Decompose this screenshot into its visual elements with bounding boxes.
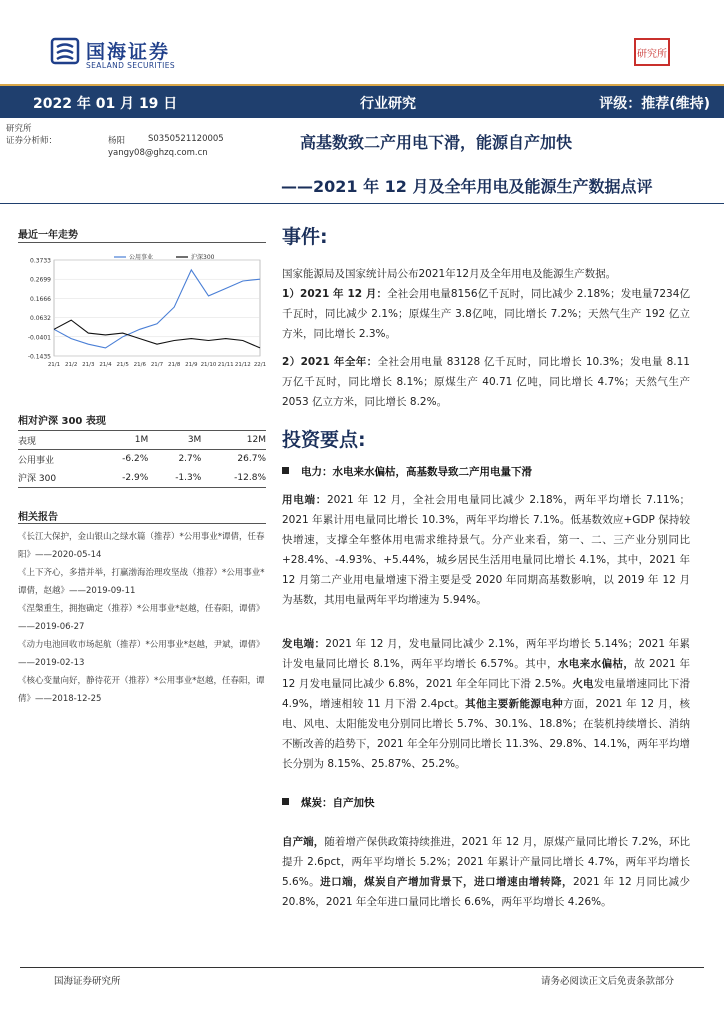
gen-bold-3: 其他主要新能源电种 xyxy=(465,698,563,710)
trend-chart xyxy=(18,252,268,372)
y-tick-label: -0.0401 xyxy=(27,334,51,342)
related-report-item[interactable]: 《核心变量向好，静待花开（推荐）*公用事业*赵越，任春阳，谭倩》——2018-12-25 xyxy=(18,676,265,704)
coal-bold: 进口端，煤炭自产增加背景下，进口增速由增转降， xyxy=(320,876,573,888)
footer-disclaimer: 请务必阅读正文后免责条款部分 xyxy=(540,976,674,987)
research-seal-icon xyxy=(632,36,672,68)
event-point-2-label: 2）2021 年全年： xyxy=(282,356,378,368)
coal-text-2: 2021 年 12 月同比减少 20.8%，2021 年全年进口量同比增长 6.6%，两年平均增长 4.26%。 xyxy=(282,876,690,908)
footer-institute: 国海证券研究所 xyxy=(54,976,121,987)
event-point-2 xyxy=(282,352,690,412)
perf-header: 1M xyxy=(95,431,148,450)
perf-row-name: 公用事业 xyxy=(18,455,55,466)
logo-name-en: SEALAND SECURITIES xyxy=(86,61,176,70)
bullet-square-icon xyxy=(282,467,289,474)
legend-label: 公用事业 xyxy=(129,254,154,261)
bullet-power-text: 电力：水电来水偏枯，高基数导致二产用电量下滑 xyxy=(301,466,532,478)
x-tick-label: 21/5 xyxy=(116,362,129,368)
perf-cell: 2.7% xyxy=(178,454,202,465)
related-report-item[interactable]: 《涅槃重生，拥抱确定（推荐）*公用事业*赵越，任春阳，谭倩》——2019-06-27 xyxy=(18,604,265,632)
y-tick-label: 0.0632 xyxy=(30,315,51,323)
x-tick-label: 21/8 xyxy=(167,362,181,368)
gen-text-2: 故 2021 年 12 月发电量同比减少 6.8%，2021 年全年同比下滑 2.5%。 xyxy=(282,658,691,690)
title-divider xyxy=(0,203,724,204)
y-tick-label: 0.2699 xyxy=(30,276,51,284)
bullet-coal-text: 煤炭：自产加快 xyxy=(301,797,375,809)
perf-header: 3M xyxy=(148,431,201,450)
perf-cell: -1.3% xyxy=(148,469,201,488)
bullet-coal xyxy=(282,795,375,810)
gen-label: 发电端： xyxy=(282,638,326,650)
analyst-email[interactable]: yangy08@ghzq.com.cn xyxy=(108,148,208,158)
report-rating: 评级：推荐(维持) xyxy=(599,96,710,112)
perf-cell: -2.9% xyxy=(95,469,148,488)
y-tick-label: 0.1666 xyxy=(30,295,51,303)
event-point-1-label: 1）2021 年 12 月： xyxy=(282,288,388,300)
seal-text: 研究所 xyxy=(637,49,667,60)
reports-section-title: 相关报告 xyxy=(18,512,58,523)
gen-text-4: 方面，2021 年 12 月，核电、风电、太阳能发电分别同比增长 5.7%、30.1%、18.8%；在装机持续增长、消纳不断改善的趋势下，2021 年全年分别同比增长 11.3%、29.8%、14.1%，两年平均增长分别为 8.15%、25.87%、25.2%。 xyxy=(282,698,690,770)
x-tick-label: 21/1 xyxy=(47,362,61,368)
coal-text-1: 随着增产保供政策持续推进，2021 年 12 月，原煤产量同比增长 7.2%，环比提升 2.6pct，两年平均增长 5.2%；2021 年累计产量同比增长 4.7%，两年平均增长 5.6%。 xyxy=(282,836,691,888)
event-point-1-text: 全社会用电量8156亿千瓦时，同比减少 2.18%；发电量7234亿千瓦时，同比减少 2.1%；原煤生产 3.8亿吨，同比增长 7.2%；天然气生产 192 亿立方米，同比增长 2.3%。 xyxy=(282,288,690,340)
report-category: 行业研究 xyxy=(360,96,416,112)
analyst-role: 证券分析师： xyxy=(6,136,58,146)
x-tick-label: 21/4 xyxy=(99,362,112,368)
perf-header: 12M xyxy=(201,431,266,450)
logo-name-cn: 国海证券 xyxy=(86,41,171,63)
analyst-cert: S0350521120005 xyxy=(148,134,224,144)
department: 研究所 xyxy=(6,124,32,134)
coal-label: 自产端， xyxy=(282,836,325,848)
y-tick-label: 0.3733 xyxy=(30,257,51,265)
header-band xyxy=(0,84,724,118)
reports-section-rule xyxy=(18,523,266,524)
event-point-1 xyxy=(282,284,690,344)
perf-cell: -6.2% xyxy=(122,454,149,465)
related-report-item[interactable]: 《动力电池回收市场起航（推荐）*公用事业*赵越，尹斌，谭倩》——2019-02-13 xyxy=(18,640,265,668)
x-tick-label: 21/3 xyxy=(82,362,95,368)
sealand-logo-icon xyxy=(50,36,80,66)
perf-row-name: 沪深 300 xyxy=(18,469,95,488)
footer-rule xyxy=(20,967,704,968)
series-line-utilities xyxy=(54,270,260,348)
bullet-square-icon xyxy=(282,798,289,805)
analyst-name: 杨阳 xyxy=(108,136,126,146)
x-tick-label: 21/12 xyxy=(234,362,251,368)
related-report-item[interactable]: 《上下齐心，多措并举，打赢渤海治理攻坚战（推荐）*公用事业*谭倩，赵越》——2019-09-11 xyxy=(18,568,265,596)
use-label: 用电端： xyxy=(282,494,327,506)
x-tick-label: 21/10 xyxy=(200,362,217,368)
perf-row xyxy=(18,450,266,469)
analyst-info xyxy=(6,122,270,160)
x-tick-label: 22/1 xyxy=(253,362,267,368)
x-tick-label: 21/2 xyxy=(64,362,78,368)
gen-text-1: 2021 年 12 月，发电量同比减少 2.1%，两年平均增长 5.14%；2021 年累计发电量同比增长 8.1%，两年平均增长 6.57%。其中， xyxy=(282,638,690,670)
legend-label: 沪深300 xyxy=(191,254,215,261)
related-report-item[interactable]: 《长江大保护，金山银山之绿水篇（推荐）*公用事业*谭倩，任春阳》——2020-05-14 xyxy=(18,532,265,560)
perf-table xyxy=(18,430,266,488)
perf-cell: 26.7% xyxy=(237,454,266,465)
gen-bold-2: 火电 xyxy=(572,678,594,690)
event-body xyxy=(282,264,690,412)
report-date: 2022 年 01 月 19 日 xyxy=(33,96,178,112)
perf-cell: -12.8% xyxy=(201,469,266,488)
x-tick-label: 21/7 xyxy=(150,362,164,368)
y-tick-label: -0.1435 xyxy=(27,353,51,361)
bullet-power xyxy=(282,464,532,479)
plot-frame xyxy=(54,260,260,356)
report-title: 高基数致二产用电下滑，能源自产加快 xyxy=(300,133,573,152)
chart-section-title: 最近一年走势 xyxy=(18,230,78,241)
perf-header-row xyxy=(18,431,266,450)
perf-header: 表现 xyxy=(18,431,95,450)
power-use-paragraph xyxy=(282,490,690,610)
x-tick-label: 21/6 xyxy=(133,362,147,368)
coal-paragraph xyxy=(282,832,690,912)
perf-row xyxy=(18,469,266,488)
x-tick-label: 21/11 xyxy=(217,362,234,368)
invest-heading: 投资要点: xyxy=(282,429,366,451)
chart-section-rule xyxy=(18,242,266,243)
event-point-2-text: 全社会用电量 83128 亿千瓦时，同比增长 10.3%；发电量 8.11 万亿千瓦时，同比增长 8.1%；原煤生产 40.71 亿吨，同比增长 4.7%；天然气生产 2053 亿立方米，同比增长 8.2%。 xyxy=(282,356,690,408)
event-heading: 事件: xyxy=(282,226,328,248)
gen-bold-1: 水电来水偏枯， xyxy=(557,658,635,670)
perf-section-title: 相对沪深 300 表现 xyxy=(18,416,106,427)
related-reports-list xyxy=(18,528,266,708)
use-text: 2021 年 12 月，全社会用电量同比减少 2.18%，两年平均增长 7.11%；2021 年累计用电量同比增长 10.3%，两年平均增长 7.1%。低基数效应+GDP 保持较快增速，支撑全年整体用电需求维持景气。分产业来看，第一、二、三产业分别同比+28.4%、-4.93%、+5.44%，城乡居民生活用电量同比增长 4.1%，其中，2021 年 12 月第二产业用电量增速下滑主要是受 2020 年同期高基数影响，以 2019 年 12 月为基数，其用电量两年平均增速为 5.94%。 xyxy=(282,494,690,606)
report-subtitle: ——2021 年 12 月及全年用电及能源生产数据点评 xyxy=(281,177,653,196)
analyst-block xyxy=(6,134,270,160)
company-logo xyxy=(50,34,200,74)
x-tick-label: 21/9 xyxy=(185,362,198,368)
power-gen-paragraph xyxy=(282,634,690,774)
gen-text-3: 发电量增速同比下滑 4.9%，增速相较 11 月下滑 2.4pct。 xyxy=(282,678,690,710)
event-intro: 国家能源局及国家统计局公布2021年12月及全年用电及能源生产数据。 xyxy=(282,268,617,280)
